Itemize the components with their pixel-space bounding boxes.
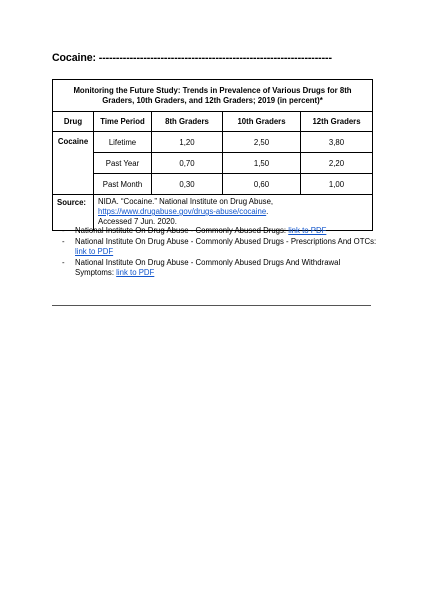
header-drug: Drug bbox=[53, 112, 94, 132]
value-cell: 1,00 bbox=[301, 174, 373, 195]
horizontal-divider bbox=[52, 305, 371, 306]
source-citation: NIDA. “Cocaine.” National Institute on Drug Abuse, bbox=[98, 197, 274, 206]
resource-list bbox=[60, 226, 380, 279]
period-cell: Past Month bbox=[94, 174, 152, 195]
list-item bbox=[60, 258, 380, 279]
drug-name-cell: Cocaine bbox=[53, 132, 94, 195]
pdf-link[interactable]: link to PDF bbox=[116, 268, 155, 277]
pdf-link[interactable]: link to PDF bbox=[75, 247, 114, 256]
period-cell: Lifetime bbox=[94, 132, 152, 153]
value-cell: 3,80 bbox=[301, 132, 373, 153]
source-accessed: Accessed 7 Jun. 2020. bbox=[98, 217, 177, 226]
value-cell: 1,20 bbox=[152, 132, 223, 153]
list-item bbox=[60, 226, 380, 237]
header-12th-graders: 12th Graders bbox=[301, 112, 373, 132]
list-item-text: National Institute On Drug Abuse - Commonly Abused Drugs - Prescriptions And OTCs: bbox=[75, 236, 377, 246]
table-row bbox=[53, 174, 373, 195]
list-item-text: National Institute On Drug Abuse - Commonly Abused Drugs And Withdrawal Symptoms: bbox=[75, 257, 341, 277]
value-cell: 0,60 bbox=[223, 174, 301, 195]
list-dash: - bbox=[62, 236, 65, 246]
period-cell: Past Year bbox=[94, 153, 152, 174]
source-link-suffix: . bbox=[266, 207, 269, 216]
table-title: Monitoring the Future Study: Trends in Prevalence of Various Drugs for 8th Graders, 10th Graders, and 12th Graders; 2019 (in percent)* bbox=[53, 80, 373, 112]
source-label: Source: bbox=[53, 195, 94, 231]
source-link[interactable]: https://www.drugabuse.gov/drugs-abuse/cocaine bbox=[98, 207, 267, 216]
pdf-link[interactable]: link to PDF bbox=[288, 226, 327, 235]
value-cell: 0,30 bbox=[152, 174, 223, 195]
list-dash: - bbox=[62, 226, 65, 235]
prevalence-table bbox=[52, 79, 373, 231]
value-cell: 2,20 bbox=[301, 153, 373, 174]
list-dash: - bbox=[62, 257, 65, 267]
table-header-row bbox=[53, 112, 373, 132]
header-8th-graders: 8th Graders bbox=[152, 112, 223, 132]
table-row bbox=[53, 132, 373, 153]
list-item bbox=[60, 237, 380, 258]
header-time-period: Time Period bbox=[94, 112, 152, 132]
header-10th-graders: 10th Graders bbox=[223, 112, 301, 132]
table-row bbox=[53, 153, 373, 174]
value-cell: 2,50 bbox=[223, 132, 301, 153]
value-cell: 1,50 bbox=[223, 153, 301, 174]
section-heading: Cocaine: -------------------------------------------------------------------- bbox=[52, 52, 332, 64]
value-cell: 0,70 bbox=[152, 153, 223, 174]
list-item-text: National Institute On Drug Abuse - Commonly Abused Drugs: bbox=[75, 226, 289, 235]
